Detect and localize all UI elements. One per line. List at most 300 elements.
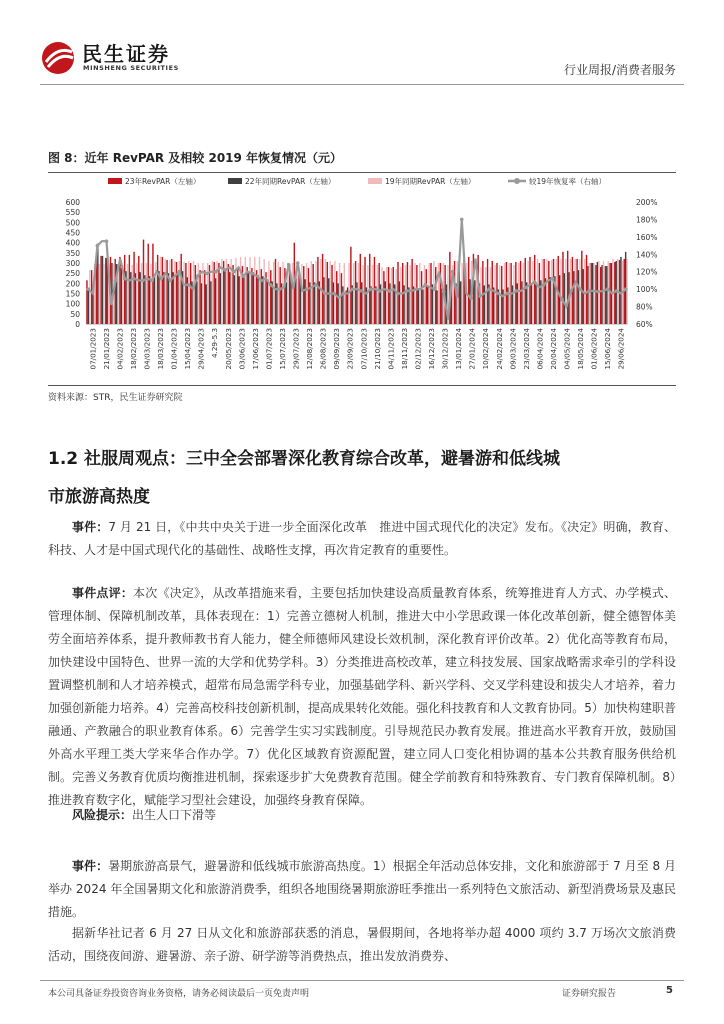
y-right-tick-label: 180% [636,215,658,225]
bar [400,267,401,324]
x-tick-label: 01/07/2023 [264,327,274,370]
x-tick-label: 21/10/2023 [372,327,382,370]
bar [515,262,516,324]
bar [520,261,521,324]
bar [253,272,254,324]
x-tick-label: 18/11/2023 [399,327,409,370]
x-tick-label: 30/12/2023 [440,328,450,370]
bar [608,261,609,324]
bar [141,263,142,324]
bar [484,285,485,324]
bar [196,281,197,324]
recovery-point [132,277,136,281]
recovery-point [587,289,591,293]
bar [606,266,607,324]
bar [341,273,342,324]
bar [375,286,376,324]
bar [99,264,100,324]
bar [224,271,225,324]
company-logo [40,40,179,76]
bar [248,273,249,324]
x-tick-label: 09/09/2023 [332,328,342,370]
bar [89,270,90,324]
bar [215,278,216,324]
bar [381,267,382,324]
x-tick-label: 26/08/2023 [318,327,328,370]
bar [190,263,191,324]
bar [601,265,602,324]
bar [238,276,239,324]
bar [295,278,296,324]
legend-swatch [228,178,242,184]
recovery-point [168,279,172,283]
recovery-point [141,279,145,283]
bar [454,261,455,324]
x-tick-label: 15/04/2023 [183,327,193,370]
bar [430,263,431,324]
bar [589,263,590,324]
bar [311,261,312,324]
bar [160,257,161,324]
x-tick-label: 03/06/2023 [237,327,247,370]
brand-name-en: MINSHENG SECURITIES [83,64,179,72]
bar [553,259,554,324]
bar [254,257,255,324]
bar [201,283,202,324]
bar [133,252,134,324]
bar [270,270,271,324]
bar [410,265,411,324]
x-tick-label: 23/03/2024 [521,328,531,370]
recovery-point [314,283,318,287]
recovery-point [114,279,118,283]
bar [298,273,299,324]
bar [513,265,514,324]
bar [358,263,359,324]
recovery-point [460,218,464,222]
bar [537,259,538,324]
bar [282,262,283,324]
bar [314,282,315,324]
bar [320,259,321,324]
recovery-point [287,263,291,267]
bar [157,255,158,324]
y-right-tick-label: 60% [636,320,653,329]
bar [581,251,582,324]
x-tick-label: 13/01/2024 [454,327,464,370]
footer-report-type: 证券研究报告 [562,989,617,999]
bar [527,261,528,324]
bar [512,285,513,324]
report-category: 行业周报/消费者服务 [563,63,676,77]
bar [591,263,592,324]
bar [370,286,371,324]
bar [129,255,130,324]
recovery-point [624,287,628,291]
bar [461,263,462,324]
recovery-point [396,292,400,296]
bar [102,256,103,324]
paragraph-event [48,516,676,562]
bar [245,257,246,324]
bar [378,263,379,324]
bar [421,271,422,324]
text-tourism-event: 暑期旅游高景气，避暑游和低线城市旅游高热度。1）根据全年活动总体安排，文化和旅游部于 7 月至 8 月举办 2024 年全国暑期文化和旅游消费季，组织各地围绕暑期旅游旺季推出一系列特色文旅活动、新型消费场景及惠民措施。 [48,859,676,919]
recovery-point [214,270,218,274]
y-left-tick-label: 250 [65,269,80,279]
x-tick-label: 29/06/2024 [616,327,626,370]
bar [333,282,334,324]
bar [163,272,164,324]
x-tick-label: 15/07/2023 [278,328,287,370]
bar [586,255,587,324]
bar [504,263,505,324]
y-right-tick-label: 120% [636,267,658,277]
bar [232,265,233,324]
y-left-tick-label: 150 [65,289,80,299]
bar [422,289,423,324]
bar [144,275,145,324]
legend-label: 23年RevPAR（左轴） [125,177,201,186]
legend-label: 较19年恢复率（右轴） [529,177,607,186]
bar [249,257,250,324]
bar [234,275,235,324]
x-tick-label: 27/01/2024 [467,328,477,370]
paragraph-tourism-event [48,855,676,924]
bar [474,280,475,324]
bar [210,281,211,324]
paragraph-xinhua [48,922,676,968]
recovery-point [387,289,391,293]
bar [103,264,104,324]
recovery-point [351,287,355,291]
recovery-point [369,287,373,291]
recovery-point [442,290,446,294]
recovery-point [424,283,428,287]
x-tick-label: 15/06/2024 [603,328,613,370]
bar [267,279,268,324]
legend-swatch [108,178,122,184]
x-tick-label: 23/09/2023 [345,327,355,370]
recovery-point [105,239,109,243]
text-comment: 本次《决定》，从改革措施来看，主要包括加快建设高质量教育体系，统筹推进育人方式、办学模式、管理体制、保障机制改革，具体表现在：1）完善立德树人机制，推进大中小学思政课一体化改革创新，健全德智体美劳全面培养体系，提升教师教书育人能力，健全师德师风建设长效机制，深化教育评价改革。2）优化高等教育布局，加快建设中国特色、世界一流的大学和优势学科。3）分类推进高校改革，建立科技发展、国家战略需求牵引的学科设置调整机制和人才培养模式，超常布局急需学科专业，加强基础学科、新兴学科、交叉学科建设和拔尖人才培养，着力加强创新能力培养。4）完善高校科技创新机制，提高成果转化效能。强化科技教育和人文教育协同。5）加快构建职普融通、产教融合的职业教育体系。6）完善学生实习实践制度。引导规范民办教育发展。推进高水平教育开放，鼓励国外高水平理工类大学来华合作办学。7）优化区域教育资源配置，建立同人口变化相协调的基本公共教育服务供给机制。完善义务教育优质均衡推进机制，探索逐步扩大免费教育范围。健全学前教育和特殊教育、专门教育保障机制。8）推进教育数字化，赋能学习型社会建设，加强终身教育保障。 [48,586,676,807]
bar [268,261,269,324]
recovery-point [342,292,346,296]
recovery-point [533,280,537,284]
bar [521,281,522,324]
recovery-point [542,283,546,287]
bar [593,263,594,324]
bar [246,267,247,324]
bar [362,265,363,324]
bar [278,262,279,324]
recovery-point [332,292,336,296]
bar [237,269,238,324]
bar [436,290,437,324]
bar [197,263,198,324]
bar [490,267,491,324]
x-tick-label: 18/02/2023 [128,327,138,370]
bar [262,276,263,324]
recovery-point [578,287,582,291]
bar [243,274,244,324]
recovery-point [405,289,409,293]
bar [579,259,580,324]
label-event: 事件： [72,520,109,534]
bar [218,263,219,324]
y-left-tick-label: 400 [65,238,80,248]
bar [419,263,420,324]
bar [595,265,596,324]
y-left-tick-label: 550 [65,208,80,218]
bar [385,281,386,324]
y-right-tick-label: 200% [636,198,658,207]
bar [535,282,536,324]
bar [395,269,396,324]
bar [165,259,166,324]
bar [235,258,236,324]
recovery-point [360,289,364,293]
bar [306,263,307,324]
bar [427,286,428,324]
figure-top-rule [48,172,676,173]
bar [534,255,535,324]
bar [185,263,186,324]
header-divider [40,84,684,85]
bar [433,261,434,324]
x-tick-label: 01/06/2024 [589,327,599,370]
bar [587,266,588,324]
bar [323,277,324,324]
bar [199,270,200,324]
bar [605,266,606,324]
legend-label: 22年同期RevPAR（左轴） [245,177,336,186]
bar [531,283,532,324]
bar [180,254,181,324]
text-risk: 出生人口下滑等 [132,808,217,822]
bar [220,273,221,324]
recovery-point [241,274,245,278]
recovery-point [378,289,382,293]
y-right-tick-label: 80% [636,302,653,312]
bar [328,278,329,324]
bar [414,263,415,324]
bar [193,261,194,324]
bar [386,267,387,324]
x-tick-label: 04/03/2023 [142,328,152,370]
x-tick-label: 02/12/2023 [413,328,423,370]
recovery-point [86,287,90,291]
bar [364,257,365,324]
bar [149,276,150,324]
bar [542,259,543,324]
bar [518,263,519,324]
legend-marker [514,178,520,184]
x-tick-label: 12/08/2023 [305,328,315,370]
recovery-point [606,287,610,291]
bar [432,284,433,324]
bar [88,288,89,324]
bar [388,267,389,324]
bar [573,271,574,324]
recovery-point [187,283,191,287]
bar [183,262,184,324]
section-title-line1: 1.2 社服周观点：三中全会部署深化教育综合改革，避暑游和低线城 [48,449,561,469]
y-left-tick-label: 450 [65,228,80,238]
bar [229,272,230,324]
bar [177,273,178,324]
bar [339,263,340,324]
x-tick-label: 10/02/2024 [481,327,491,370]
recovery-point [296,261,300,265]
bar [576,259,577,324]
x-tick-label: 4.29-5.3 [210,327,220,359]
bar [564,273,565,324]
y-right-tick-label: 140% [636,250,658,260]
text-xinhua: 据新华社记者 6 月 27 日从文化和旅游部获悉的消息，暑假期间，各地将举办超 4000 项约 3.7 万场次文旅消费活动，围绕夜间游、避暑游、亲子游、研学游等消费热点，推出发放消费券、 [48,926,676,963]
bar [132,265,133,324]
x-tick-label: 20/04/2024 [549,328,558,370]
recovery-point [232,270,236,274]
bar [301,264,302,324]
bar [204,270,205,324]
x-tick-label: 24/02/2024 [494,328,504,370]
label-comment: 事件点评： [72,586,134,600]
x-tick-label: 07/10/2023 [359,328,369,370]
recovery-point [506,292,510,296]
bar [492,261,493,324]
bar [592,263,593,324]
bar [261,269,262,324]
bar [263,259,264,324]
bar [626,259,627,324]
x-tick-label: 29/07/2023 [291,327,301,370]
bar [418,288,419,324]
x-tick-label: 21/01/2023 [101,327,111,370]
recovery-point [159,277,163,281]
recovery-point [433,287,437,291]
bar [529,257,530,324]
bar [304,279,305,324]
x-tick-label: 20/05/2023 [223,328,233,370]
bar [209,265,210,324]
bar [150,264,151,324]
bar [567,251,568,324]
recovery-point [250,272,254,276]
bar [539,263,540,324]
footer-disclaimer: 本公司具备证券投资咨询业务资格，请务必阅读最后一页免责声明 [48,989,310,999]
figure-title: 图 8：近年 RevPAR 及相较 2019 年恢复情况（元） [48,151,343,165]
bar [195,265,196,324]
figure-source: 资料来源：STR，民生证券研究院 [48,393,183,403]
bar [350,247,351,324]
bar [485,267,486,324]
bar [424,265,425,324]
bar [391,268,392,324]
paragraph-risk [48,804,676,827]
bar [546,259,547,324]
bar [100,256,101,324]
bar [493,287,494,324]
bar [135,273,136,324]
y-right-tick-label: 100% [636,285,658,295]
recovery-point [560,298,564,302]
bar [308,268,309,324]
legend-label: 19年同期RevPAR（左轴） [385,177,476,186]
bar [169,260,170,324]
bar [361,282,362,324]
bar [251,268,252,324]
recovery-point [269,283,273,287]
bar [413,286,414,324]
bar [138,256,139,324]
bar [600,267,601,324]
bar [416,265,417,324]
y-left-tick-label: 600 [65,198,80,207]
bar [575,259,576,324]
recovery-point [196,274,200,278]
bar [583,269,584,324]
bar [405,265,406,324]
x-tick-label: 29/04/2023 [196,328,206,370]
bar [548,261,549,324]
bar [468,257,469,324]
bar [377,265,378,324]
recovery-point [597,290,601,294]
bar [188,261,189,324]
bar [256,270,257,324]
bar [578,270,579,324]
bar [383,271,384,324]
bar [257,275,258,324]
x-tick-label: 16/12/2023 [427,327,436,370]
bar [292,263,293,324]
recovery-point [487,287,491,291]
paragraph-comment [48,582,676,812]
bar [562,252,563,324]
recovery-point [96,244,100,248]
bar [317,257,318,324]
recovery-point [496,292,500,296]
text-event: 7 月 21 日，《中共中央关于进一步全面深化改革 推进中国式现代化的决定》发布。《决定》明确，教育、科技、人才是中国式现代化的基础性、战略性支撑，再次肯定教育的重要性。 [48,520,676,557]
recovery-point [178,270,182,274]
recovery-point [451,270,455,274]
bar [171,259,172,324]
x-tick-label: 18/03/2023 [156,327,165,370]
bar [303,266,304,324]
bar [353,263,354,324]
recovery-point [223,268,227,272]
bar [620,257,621,324]
bar [325,259,326,324]
label-risk: 风险提示： [72,808,133,822]
bar [565,259,566,324]
bar [345,290,346,324]
bar [162,257,163,324]
recovery-point [414,287,418,291]
label-tourism-event: 事件： [72,859,109,873]
footer-divider [40,980,684,981]
bar [127,264,128,324]
bar [172,272,173,324]
bar [166,260,167,324]
page-number: 5 [666,985,673,996]
bar [279,267,280,324]
recovery-point [524,286,528,290]
bar [532,261,533,324]
recovery-point [615,289,619,293]
bar [460,281,461,324]
